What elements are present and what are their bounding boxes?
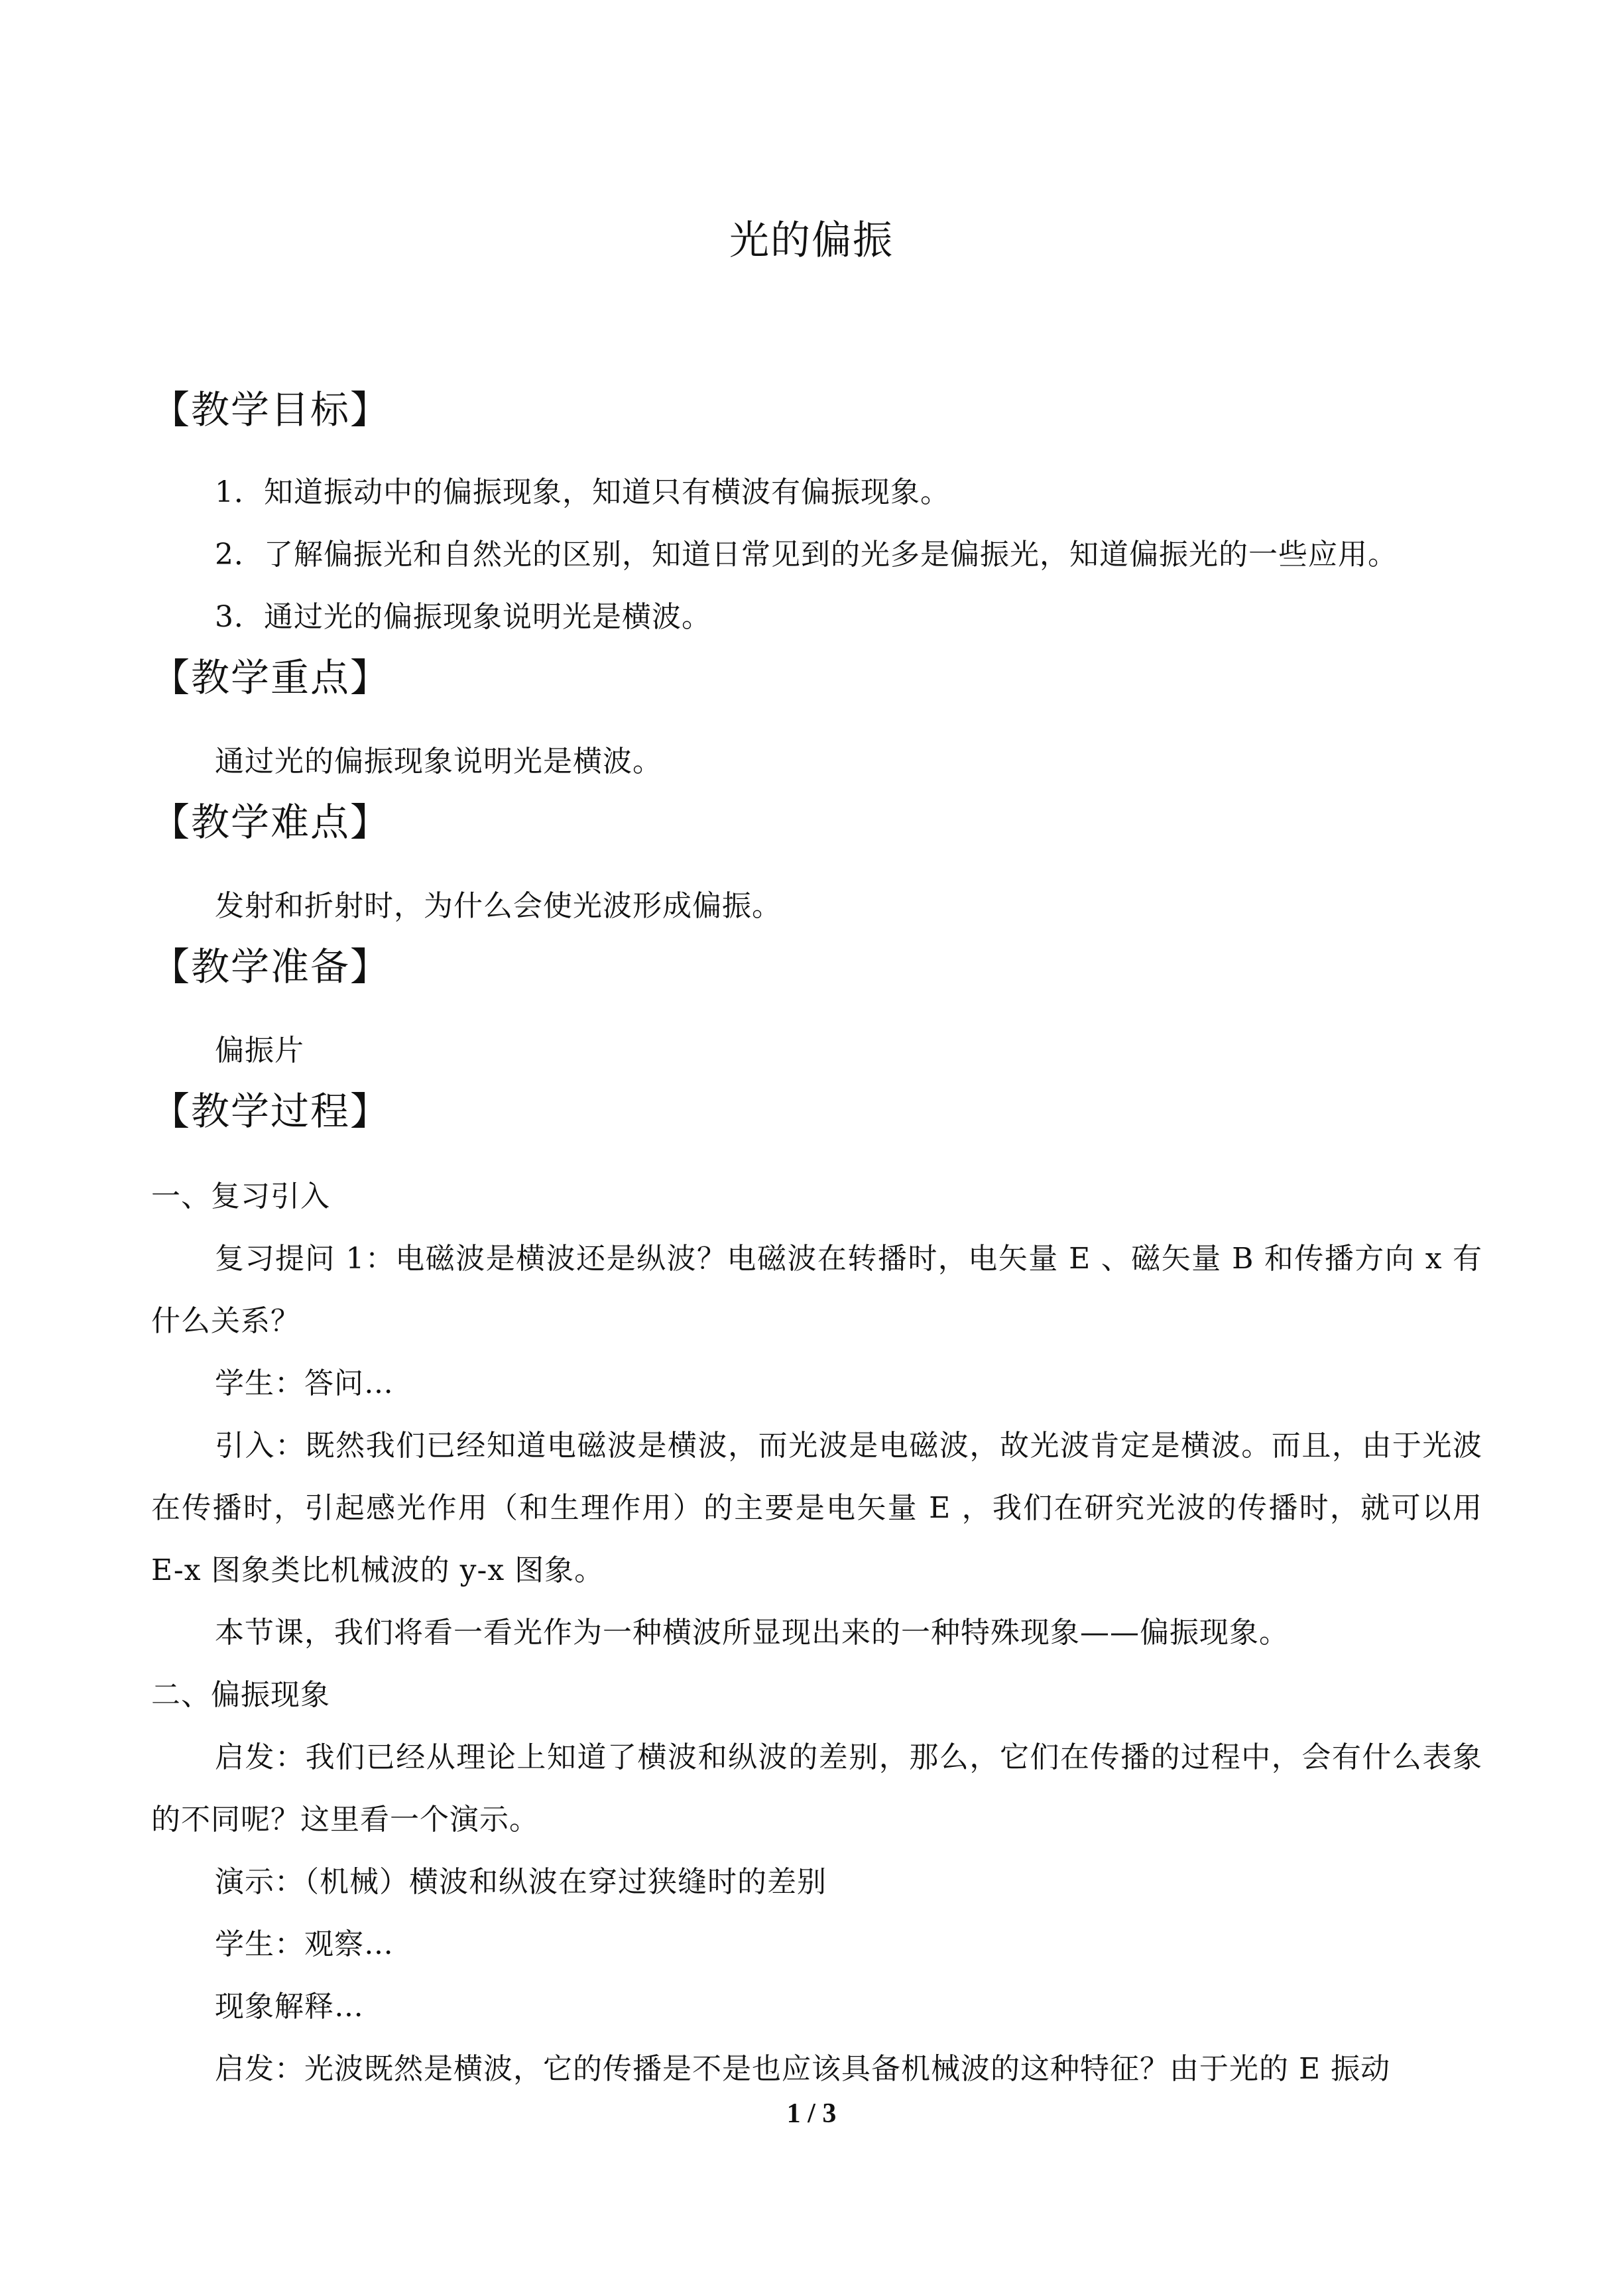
difficulties-text: 发射和折射时，为什么会使光波形成偏振。 [215, 889, 782, 923]
process-part1-paragraph-2: 学生：答问… [215, 1366, 394, 1400]
process-part1-paragraph-4: 本节课，我们将看一看光作为一种横波所显现出来的一种特殊现象——偏振现象。 [215, 1616, 1289, 1650]
process-part1-title: 一、复习引入 [151, 1179, 330, 1213]
process-part2-title: 二、偏振现象 [151, 1678, 330, 1712]
goal-item-2: 2．了解偏振光和自然光的区别，知道日常见到的光多是偏振光，知道偏振光的一些应用。 [215, 538, 1398, 572]
section-heading-key-points: 【教学重点】 [151, 655, 391, 700]
key-points-text: 通过光的偏振现象说明光是横波。 [215, 745, 662, 778]
section-heading-preparation: 【教学准备】 [151, 944, 391, 989]
goal-item-1: 1．知道振动中的偏振现象，知道只有横波有偏振现象。 [215, 475, 950, 509]
page-number: 1 / 3 [786, 2098, 837, 2129]
process-part2-paragraph-5: 启发：光波既然是横波，它的传播是不是也应该具备机械波的这种特征？由于光的 E 振动 [215, 2052, 1391, 2086]
process-part2-paragraph-2: 演示：（机械）横波和纵波在穿过狭缝时的差别 [215, 1865, 827, 1899]
section-heading-goals: 【教学目标】 [151, 387, 391, 432]
section-heading-difficulties: 【教学难点】 [151, 800, 391, 845]
document-title: 光的偏振 [729, 217, 894, 264]
process-part2-paragraph-3: 学生：观察… [215, 1927, 394, 1961]
process-part2-paragraph-1: 启发：我们已经从理论上知道了横波和纵波的差别，那么，它们在传播的过程中，会有什么表象的不同呢？这里看一个演示。 [151, 1740, 1482, 1837]
preparation-text: 偏振片 [215, 1034, 304, 1067]
section-heading-process: 【教学过程】 [151, 1089, 391, 1134]
process-part1-paragraph-3: 引入：既然我们已经知道电磁波是横波，而光波是电磁波，故光波肯定是横波。而且，由于光波在传播时，引起感光作用（和生理作用）的主要是电矢量 E ，我们在研究光波的传播时，就可以用 E-x 图象类比机械波的 y-x 图象。 [151, 1429, 1482, 1587]
process-part2-paragraph-4: 现象解释… [215, 1990, 364, 2024]
goal-item-3: 3．通过光的偏振现象说明光是横波。 [215, 600, 711, 634]
process-part1-paragraph-1: 复习提问 1：电磁波是横波还是纵波？电磁波在转播时，电矢量 E 、磁矢量 B 和传播方向 x 有什么关系？ [151, 1242, 1482, 1338]
